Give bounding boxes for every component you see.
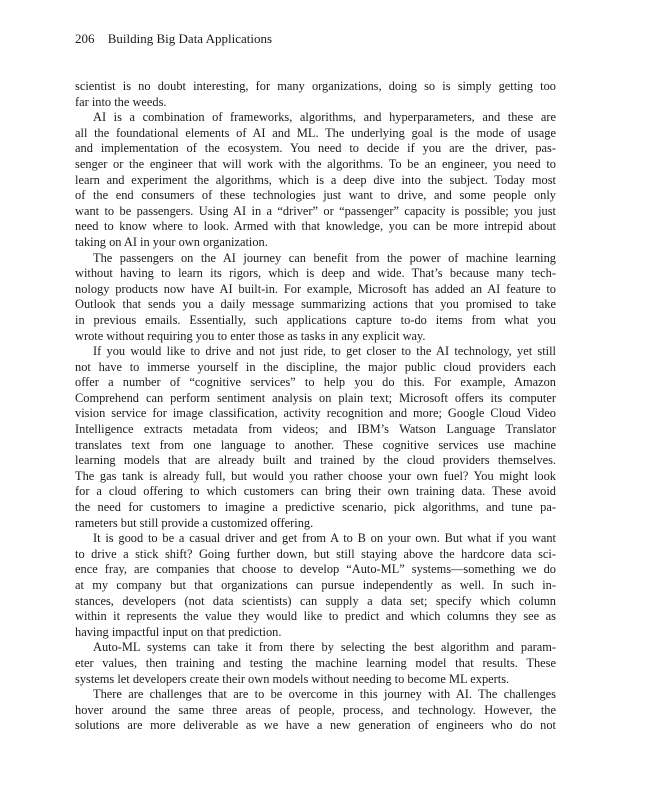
paragraph	[75, 110, 556, 250]
text-line: eter values, then training and testing the machine learning model that results. These	[75, 655, 556, 670]
text-line: systems let developers create their own models without needing to become ML experts.	[75, 671, 510, 686]
text-line: scientist is no doubt interesting, for many organizations, doing so is simply getting too	[75, 79, 556, 93]
running-title: Building Big Data Applications	[107, 31, 273, 46]
text-line: The gas tank is already full, but would you rather choose your own fuel? You might look	[75, 468, 556, 483]
page-number: 206	[75, 31, 95, 46]
paragraph	[75, 640, 556, 687]
text-line: It is good to be a casual driver and get from A to B on your own. But what if you want	[93, 531, 556, 546]
text-line: Outlook that sends you a daily message summarizing actions that you promised to take	[75, 297, 556, 312]
text-line: far into the weeds.	[75, 94, 167, 109]
text-line: in previous emails. Essentially, such applications capture to-do items from what you	[75, 312, 556, 327]
running-header	[75, 31, 272, 47]
text-line: all the foundational elements of AI and ML. The underlying goal is the mode of usage	[75, 125, 556, 140]
text-line: not have to immerse yourself in the discipline, the major public cloud providers each	[75, 359, 556, 374]
text-line: wrote without requiring you to enter those as tasks in any explicit way.	[75, 328, 426, 343]
text-line: translates text from one language to another. These cognitive services use machine	[75, 437, 556, 452]
text-line: of the end consumers of these technologies just want to drive, and some people only	[75, 188, 556, 203]
text-line: without having to learn its rigors, which is deep and wide. That’s because many tech-	[75, 266, 556, 281]
text-line: Comprehend can perform sentiment analysis on plain text; Microsoft offers its computer	[75, 390, 556, 405]
text-line: having impactful input on that prediction.	[75, 624, 282, 639]
text-line: offer a number of “cognitive services” to help you do this. For example, Amazon	[75, 375, 556, 390]
text-line: If you would like to drive and not just ride, to get closer to the AI technology, yet still	[93, 344, 556, 359]
paragraph	[75, 687, 556, 734]
text-line: The passengers on the AI journey can benefit from the power of machine learning	[93, 250, 556, 265]
text-line: within it represents the value they would like to predict and which columns they see as	[75, 609, 556, 624]
text-line: taking on AI in your own organization.	[75, 234, 268, 249]
text-line: the need for customers to imagine a predictive scenario, pick algorithms, and tune pa-	[75, 500, 556, 515]
text-line: solutions are more deliverable as we have a new generation of engineers who do not	[75, 718, 556, 733]
text-line: need to know where to look. Armed with that knowledge, you can be more intrepid about	[75, 219, 556, 234]
text-line: ence fray, are companies that choose to develop “Auto-ML” systems—something we do	[75, 562, 556, 577]
text-line: want to be passengers. Using AI in a “driver” or “passenger” capacity is possible; you just	[75, 203, 556, 218]
text-line: vision service for image classification, activity recognition and more; Google Cloud Video	[75, 406, 556, 421]
text-line: learning models that are already built and trained by the cloud providers themselves.	[75, 453, 556, 468]
text-line: at my company but that organizations can pursue independently as well. In such in-	[75, 578, 556, 592]
text-line: There are challenges that are to be overcome in this journey with AI. The challenges	[93, 687, 556, 702]
text-line: Auto-ML systems can take it from there by selecting the best algorithm and param-	[93, 640, 556, 655]
text-line: Intelligence extracts metadata from videos; and IBM’s Watson Language Translator	[75, 422, 556, 437]
text-line: senger or the engineer that will work with the algorithms. To be an engineer, you need to	[75, 156, 556, 171]
paragraph	[75, 79, 556, 110]
paragraph	[75, 531, 556, 640]
text-line: nology products now have AI built-in. For example, Microsoft has added an AI feature to	[75, 281, 556, 296]
text-line: rameters but still provide a customized offering.	[75, 515, 314, 530]
text-line: and implementation of the ecosystem. You need to decide if you are the driver, pas-	[75, 141, 556, 156]
text-line: hover around the same three areas of people, process, and technology. However, the	[75, 702, 556, 717]
text-line: for a cloud offering to which customers can bring their own training data. These avoid	[75, 484, 556, 499]
paragraph	[75, 251, 556, 345]
text-line: to drive a stick shift? Going further down, but still staying above the hardcore data sci-	[75, 546, 556, 561]
paragraph	[75, 344, 556, 531]
body-text	[75, 79, 556, 734]
text-line: AI is a combination of frameworks, algorithms, and hyperparameters, and these are	[93, 110, 556, 125]
text-line: learn and experiment the algorithms, which is a deep dive into the subject. Today most	[75, 172, 556, 187]
text-line: stances, developers (not data scientists) can supply a data set; specify which column	[75, 593, 556, 608]
